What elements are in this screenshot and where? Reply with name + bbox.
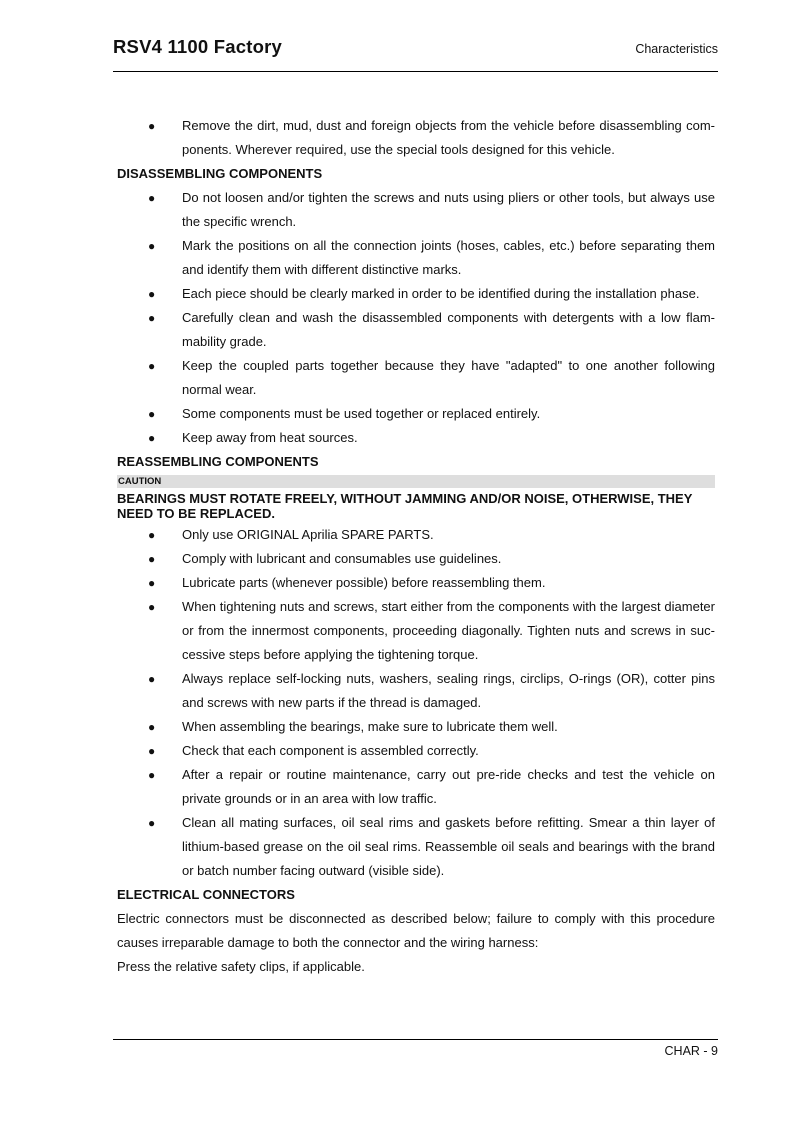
- electrical-instruction: Press the relative safety clips, if applicable.: [117, 959, 365, 974]
- bullet-dot-icon: ●: [148, 119, 156, 133]
- bullet-text: Do not loosen and/or tighten the screws and nuts using pliers or other tools, but always use the specific wrench.: [182, 190, 715, 229]
- bullet-dot-icon: ●: [148, 768, 156, 782]
- bullet-text: Each piece should be clearly marked in order to be identified during the installation phase.: [182, 286, 700, 301]
- bullet-dot-icon: ●: [148, 672, 156, 686]
- caution-label: CAUTION: [117, 475, 715, 488]
- bullet-dot-icon: ●: [148, 744, 156, 758]
- bullet-dot-icon: ●: [148, 191, 156, 205]
- caution-text: BEARINGS MUST ROTATE FREELY, WITHOUT JAMMING AND/OR NOISE, OTHERWISE, THEY NEED TO BE REPLACED.: [117, 491, 693, 521]
- bullet-text: Comply with lubricant and consumables use guidelines.: [182, 551, 502, 566]
- bullet-text: After a repair or routine maintenance, carry out pre-ride checks and test the vehicle on private grounds or in an area with low traffic.: [182, 767, 715, 806]
- bullet-dot-icon: ●: [148, 239, 156, 253]
- bullet-dot-icon: ●: [148, 431, 156, 445]
- bullet-text: Carefully clean and wash the disassembled components with detergents with a low flam-mability grade.: [182, 310, 715, 349]
- disassembling-bullet-list: [117, 186, 715, 450]
- bullet-item: [117, 282, 715, 306]
- bullet-dot-icon: ●: [148, 359, 156, 373]
- bullet-dot-icon: ●: [148, 528, 156, 542]
- bullet-dot-icon: ●: [148, 576, 156, 590]
- bullet-dot-icon: ●: [148, 287, 156, 301]
- bullet-item: [117, 523, 715, 547]
- bullet-item: [117, 426, 715, 450]
- document-title: RSV4 1100 Factory: [113, 36, 282, 57]
- page-number: CHAR - 9: [664, 1044, 718, 1058]
- bullet-item: [117, 547, 715, 571]
- bullet-item: [117, 739, 715, 763]
- footer-divider: [113, 1039, 718, 1040]
- bullet-item: [117, 306, 715, 354]
- bullet-dot-icon: ●: [148, 407, 156, 421]
- disassembling-heading: DISASSEMBLING COMPONENTS: [117, 166, 323, 181]
- bullet-item: [117, 667, 715, 715]
- bullet-item: [117, 402, 715, 426]
- bullet-text: Only use ORIGINAL Aprilia SPARE PARTS.: [182, 527, 434, 542]
- bullet-dot-icon: ●: [148, 311, 156, 325]
- bullet-dot-icon: ●: [148, 816, 156, 830]
- bullet-item: [117, 354, 715, 402]
- reassembling-heading: REASSEMBLING COMPONENTS: [117, 454, 319, 469]
- page-content: [117, 114, 715, 979]
- bullet-text: Remove the dirt, mud, dust and foreign objects from the vehicle before disassembling com-ponents. Wherever required, use the special tools designed for this vehicle.: [182, 118, 715, 157]
- bullet-text: When tightening nuts and screws, start either from the components with the largest diameter or from the innermost components, proceeding diagonally. Tighten nuts and screws in suc-cessive steps before applying the tightening torque.: [182, 599, 715, 662]
- bullet-item: [117, 715, 715, 739]
- bullet-text: Lubricate parts (whenever possible) before reassembling them.: [182, 575, 546, 590]
- electrical-heading: ELECTRICAL CONNECTORS: [117, 887, 295, 902]
- section-name: Characteristics: [635, 42, 718, 56]
- bullet-text: Clean all mating surfaces, oil seal rims and gaskets before refitting. Smear a thin layer of lithium-based grease on the oil seal rims. Reassemble oil seals and bearings with the brand or batch number facing outward (visible side).: [182, 815, 715, 878]
- bullet-dot-icon: ●: [148, 600, 156, 614]
- bullet-item: [117, 595, 715, 667]
- bullet-text: Some components must be used together or replaced entirely.: [182, 406, 541, 421]
- bullet-dot-icon: ●: [148, 720, 156, 734]
- intro-bullet-list: [117, 114, 715, 162]
- bullet-item: [117, 186, 715, 234]
- bullet-text: Keep the coupled parts together because they have "adapted" to one another following normal wear.: [182, 358, 715, 397]
- bullet-item: [117, 571, 715, 595]
- page-header: [113, 36, 718, 72]
- reassembling-bullet-list: [117, 523, 715, 883]
- electrical-paragraph: Electric connectors must be disconnected as described below; failure to comply with this procedure causes irreparable damage to both the connector and the wiring harness:: [117, 911, 715, 950]
- bullet-dot-icon: ●: [148, 552, 156, 566]
- bullet-item: [117, 763, 715, 811]
- bullet-item: [117, 234, 715, 282]
- bullet-text: When assembling the bearings, make sure to lubricate them well.: [182, 719, 558, 734]
- bullet-text: Check that each component is assembled correctly.: [182, 743, 479, 758]
- bullet-item: [117, 114, 715, 162]
- bullet-text: Keep away from heat sources.: [182, 430, 358, 445]
- header-divider: [113, 71, 718, 72]
- bullet-text: Always replace self-locking nuts, washers, sealing rings, circlips, O-rings (OR), cotter pins and screws with new parts if the thread is damaged.: [182, 671, 715, 710]
- bullet-item: [117, 811, 715, 883]
- bullet-text: Mark the positions on all the connection joints (hoses, cables, etc.) before separating them and identify them with different distinctive marks.: [182, 238, 715, 277]
